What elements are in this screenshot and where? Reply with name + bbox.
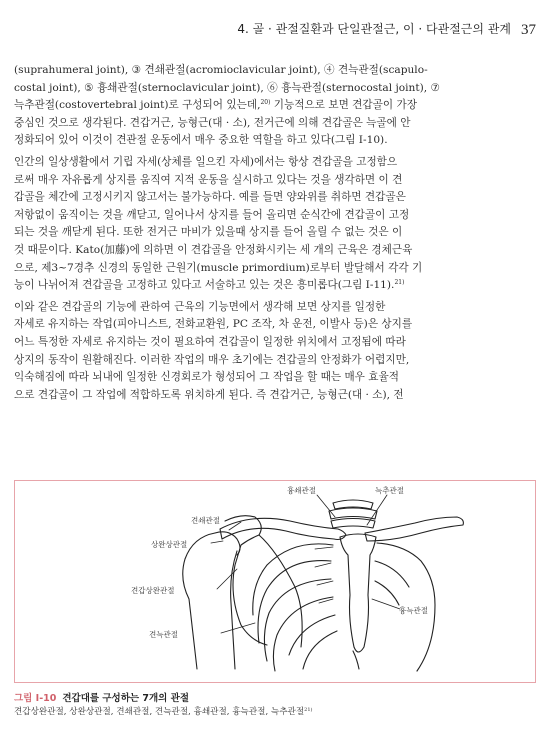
text-line xyxy=(14,132,538,150)
line-text: 로써 매우 자유롭게 상지를 움직여 지적 운동을 실시하고 있다는 것을 생각하면 이 견 xyxy=(14,173,403,186)
text-line xyxy=(14,242,538,260)
label-acromioclavicular-joint: 견쇄관절 xyxy=(191,516,220,525)
line-text: 으로, 제3~7경추 신경의 동일한 근원기(muscle primordium)로부터 발달해서 각각 기 xyxy=(14,261,423,274)
reference-superscript: 21) xyxy=(394,279,405,287)
line-text: 것 때문이다. Kato(加藤)에 의하면 이 견갑골을 안정화시키는 세 개의 근육은 경체근육 xyxy=(14,243,413,256)
label-glenohumeral-joint: 견갑상완관절 xyxy=(131,586,175,595)
line-text: 인간의 일상생활에서 기립 자세(상체를 일으킨 자세)에서는 항상 견갑골을 고정함으 xyxy=(14,155,398,168)
line-text: costal joint), ⑤ 흉쇄관절(sternoclavicular joint), ⑥ 흉늑관절(sternocostal joint), ⑦ xyxy=(14,81,440,94)
text-line xyxy=(14,224,538,242)
line-text: 으로 견갑골이 그 작업에 적합하도록 위치하게 된다. 즉 견갑거근, 능형근(대 · 소), 전 xyxy=(14,388,404,401)
text-line xyxy=(14,115,538,133)
figure-caption-list xyxy=(14,705,312,717)
figure-title: 견갑대를 구성하는 7개의 관절 xyxy=(62,693,190,704)
figure-caption-joints: 견갑상완관절, 상완상관절, 견쇄관절, 견늑관절, 흉쇄관절, 흉늑관절, 늑추관절 xyxy=(14,707,305,717)
line-text: 되는 것을 깨닫게 된다. 또한 전거근 마비가 있을때 상지를 들어 올릴 수 없는 것은 이 xyxy=(14,226,403,239)
figure-number: 그림 I-10 xyxy=(14,693,57,704)
line-text: (suprahumeral joint), ③ 견쇄관절(acromioclavicular joint), ④ 견늑관절(scapulo- xyxy=(14,64,428,76)
text-line xyxy=(14,62,538,80)
text-line xyxy=(14,352,538,370)
text-line xyxy=(14,369,538,387)
line-text-continued: 기능적으로 보면 견갑골이 가장 xyxy=(270,99,417,112)
text-line xyxy=(14,207,538,225)
cervical-vertebrae xyxy=(329,500,377,528)
humerus xyxy=(183,532,240,669)
line-text: 중심인 것으로 생각된다. 견갑거근, 능형근(대 · 소), 전거근에 의해 견갑골은 늑골에 안 xyxy=(14,116,411,129)
line-text: 자세로 유지하는 작업(피아니스트, 전화교환원, PC 조작, 차 운전, 이발사 등)은 상지를 xyxy=(14,318,413,331)
body-text xyxy=(14,62,538,404)
text-line xyxy=(14,387,538,405)
running-header-title: 4. 골 · 관절질환과 단일관절근, 이 · 다관절근의 관계 xyxy=(237,22,511,36)
figure-caption-ref: 21) xyxy=(304,707,313,713)
page-number: 37 xyxy=(521,22,536,38)
text-line xyxy=(14,277,538,295)
text-line xyxy=(14,316,538,334)
text-line xyxy=(14,260,538,278)
text-line xyxy=(14,299,538,317)
scapula xyxy=(225,516,302,647)
line-text: 능이 나뉘어져 견갑골을 고정하고 있다고 서술하고 있는 것은 흥미롭다(그림 I-11). xyxy=(14,279,395,292)
figure-frame xyxy=(14,480,536,683)
text-line xyxy=(14,334,538,352)
shoulder-girdle-illustration xyxy=(15,481,534,681)
label-scapulocostal-joint: 견늑관절 xyxy=(149,630,178,639)
ribs-left xyxy=(253,544,337,671)
text-line xyxy=(14,80,538,98)
text-line xyxy=(14,189,538,207)
reference-superscript: 20) xyxy=(260,99,271,107)
line-text: 어느 특정한 자세로 유지하는 것이 필요하여 견갑골이 일정한 위치에서 고정됨에 따라 xyxy=(14,335,406,348)
line-text: 갑골을 체간에 고정시키지 않고서는 불가능하다. 예를 들면 양와위를 취하면 견갑골은 xyxy=(14,191,406,204)
label-costovertebral-joint: 늑추관절 xyxy=(375,486,404,495)
label-suprahumeral-joint: 상완상관절 xyxy=(151,540,188,549)
sternum xyxy=(340,534,376,669)
running-header xyxy=(0,20,536,39)
clavicles xyxy=(220,517,463,541)
line-text: 저항없이 움직이는 것을 깨닫고, 일어나서 상지를 들어 올리면 순식간에 견갑골이 고정 xyxy=(14,208,410,221)
line-text: 상지의 동작이 원활해진다. 이러한 작업의 매우 초기에는 견갑골의 안정화가 어렵지만, xyxy=(14,353,410,366)
line-text: 익숙해짐에 따라 뇌내에 일정한 신경회로가 형성되어 그 작업을 할 때는 매우 효율적 xyxy=(14,371,399,384)
line-text: 정화되어 있어 이것이 견관절 운동에서 매우 중요한 역할을 하고 있다(그림 I-10). xyxy=(14,134,388,147)
costal-cartilage xyxy=(315,547,333,603)
line-text: 늑추관절(costovertebral joint)로 구성되어 있는데, xyxy=(14,99,261,112)
line-text: 이와 같은 견갑골의 기능에 관하여 근육의 기능면에서 생각해 보면 상지를 일정한 xyxy=(14,300,386,313)
text-line xyxy=(14,97,538,115)
text-line xyxy=(14,172,538,190)
label-sternoclavicular-joint: 흉쇄관절 xyxy=(287,486,316,495)
figure-caption xyxy=(14,690,189,704)
text-line xyxy=(14,154,538,172)
label-sternocostal-joint: 흉늑관절 xyxy=(399,606,428,615)
